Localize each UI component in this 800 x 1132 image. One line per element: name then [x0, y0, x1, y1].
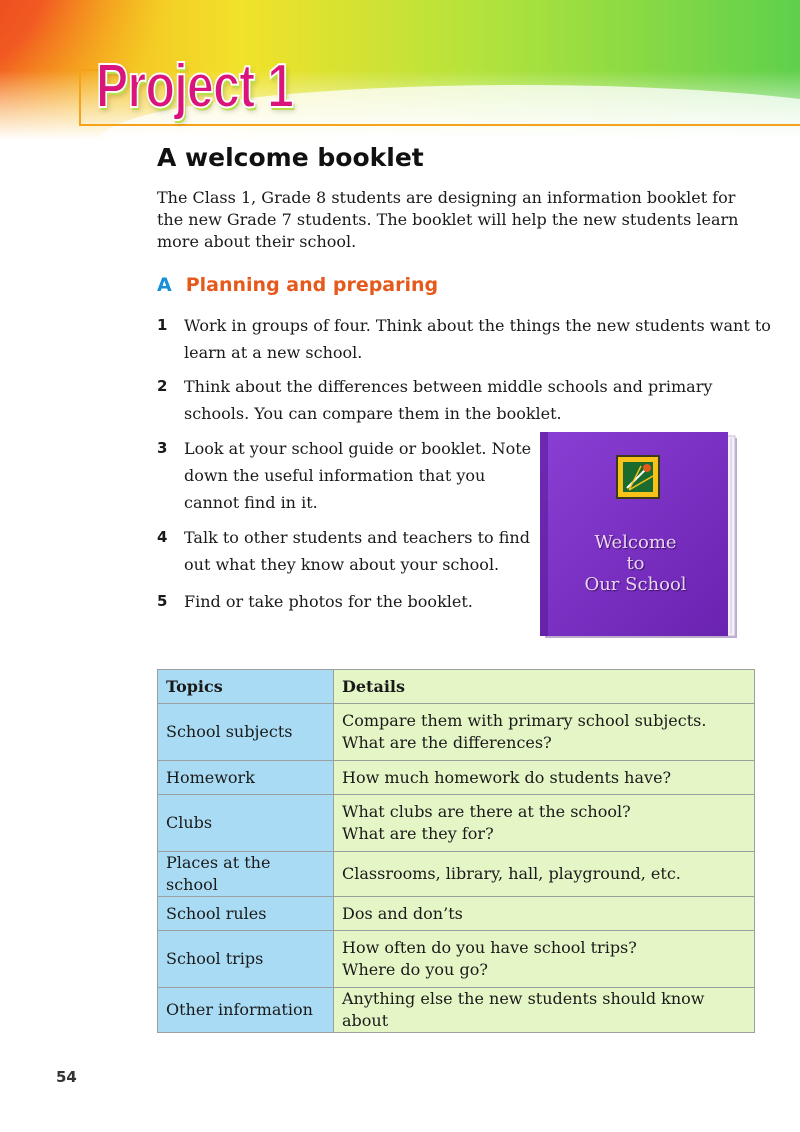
table-row	[158, 761, 755, 795]
step-text: cannot find in it.	[184, 493, 318, 512]
details-line: Dos and don’ts	[342, 903, 463, 923]
step-text: schools. You can compare them in the booklet.	[184, 404, 562, 423]
step-item	[157, 524, 530, 578]
step-item	[157, 373, 712, 427]
topic-cell: School subjects	[158, 704, 334, 761]
details-line: What are the differences?	[342, 733, 552, 752]
column-header-topics: Topics	[158, 670, 334, 704]
step-text: out what they know about your school.	[184, 555, 500, 574]
table-row	[158, 704, 755, 761]
book-cover-line: Welcome	[594, 532, 677, 553]
details-line: How much homework do students have?	[342, 767, 672, 787]
table-row	[158, 852, 755, 897]
details-line: Classrooms, library, hall, playground, etc.	[342, 864, 681, 883]
details-cell	[334, 761, 755, 795]
column-header-details: Details	[334, 670, 755, 704]
section-heading	[157, 274, 438, 296]
step-item	[157, 588, 473, 615]
section-letter: A	[157, 274, 172, 296]
table-row	[158, 988, 755, 1033]
book-cover-line: Our School	[584, 574, 687, 595]
topic-cell: Other information	[158, 988, 334, 1033]
details-line: What are they for?	[342, 824, 494, 843]
step-text: learn at a new school.	[184, 343, 363, 362]
details-cell	[334, 988, 755, 1033]
table-header-row	[158, 670, 755, 704]
step-item	[157, 435, 531, 516]
details-line: Anything else the new students should know about	[342, 989, 705, 1030]
details-line: Compare them with primary school subjects.	[342, 711, 707, 730]
topic-cell: Clubs	[158, 795, 334, 852]
step-text: Find or take photos for the booklet.	[184, 592, 473, 611]
step-text: Work in groups of four. Think about the things the new students want to	[184, 316, 771, 335]
step-number: 3	[157, 439, 168, 457]
details-cell	[334, 897, 755, 931]
topic-cell: School rules	[158, 897, 334, 931]
step-number: 5	[157, 592, 168, 610]
topic-cell: Places at the school	[158, 852, 334, 897]
details-cell	[334, 704, 755, 761]
intro-paragraph: The Class 1, Grade 8 students are designing an information booklet for the new Grade 7 students. The booklet will help the new students learn more about their school.	[157, 188, 739, 251]
step-text: Talk to other students and teachers to find	[184, 528, 530, 547]
step-item	[157, 312, 771, 366]
details-line: How often do you have school trips?	[342, 938, 637, 957]
table-row	[158, 795, 755, 852]
details-line: What clubs are there at the school?	[342, 802, 631, 821]
booklet-title: A welcome booklet	[157, 143, 424, 172]
details-line: Where do you go?	[342, 960, 488, 979]
page-number: 54	[56, 1068, 77, 1086]
details-cell	[334, 852, 755, 897]
step-number: 4	[157, 528, 168, 546]
topic-cell: School trips	[158, 931, 334, 988]
step-text: Think about the differences between middle schools and primary	[184, 377, 713, 396]
details-cell	[334, 931, 755, 988]
topics-table	[157, 669, 755, 1033]
details-cell	[334, 795, 755, 852]
project-title: Project 1	[96, 52, 294, 121]
book-cover-line: to	[626, 553, 645, 574]
table-row	[158, 931, 755, 988]
topic-cell: Homework	[158, 761, 334, 795]
step-text: down the useful information that you	[184, 466, 486, 485]
step-text: Look at your school guide or booklet. Note	[184, 439, 532, 458]
step-number: 1	[157, 316, 168, 334]
step-number: 2	[157, 377, 168, 395]
table-row	[158, 897, 755, 931]
section-title: Planning and preparing	[185, 274, 439, 296]
